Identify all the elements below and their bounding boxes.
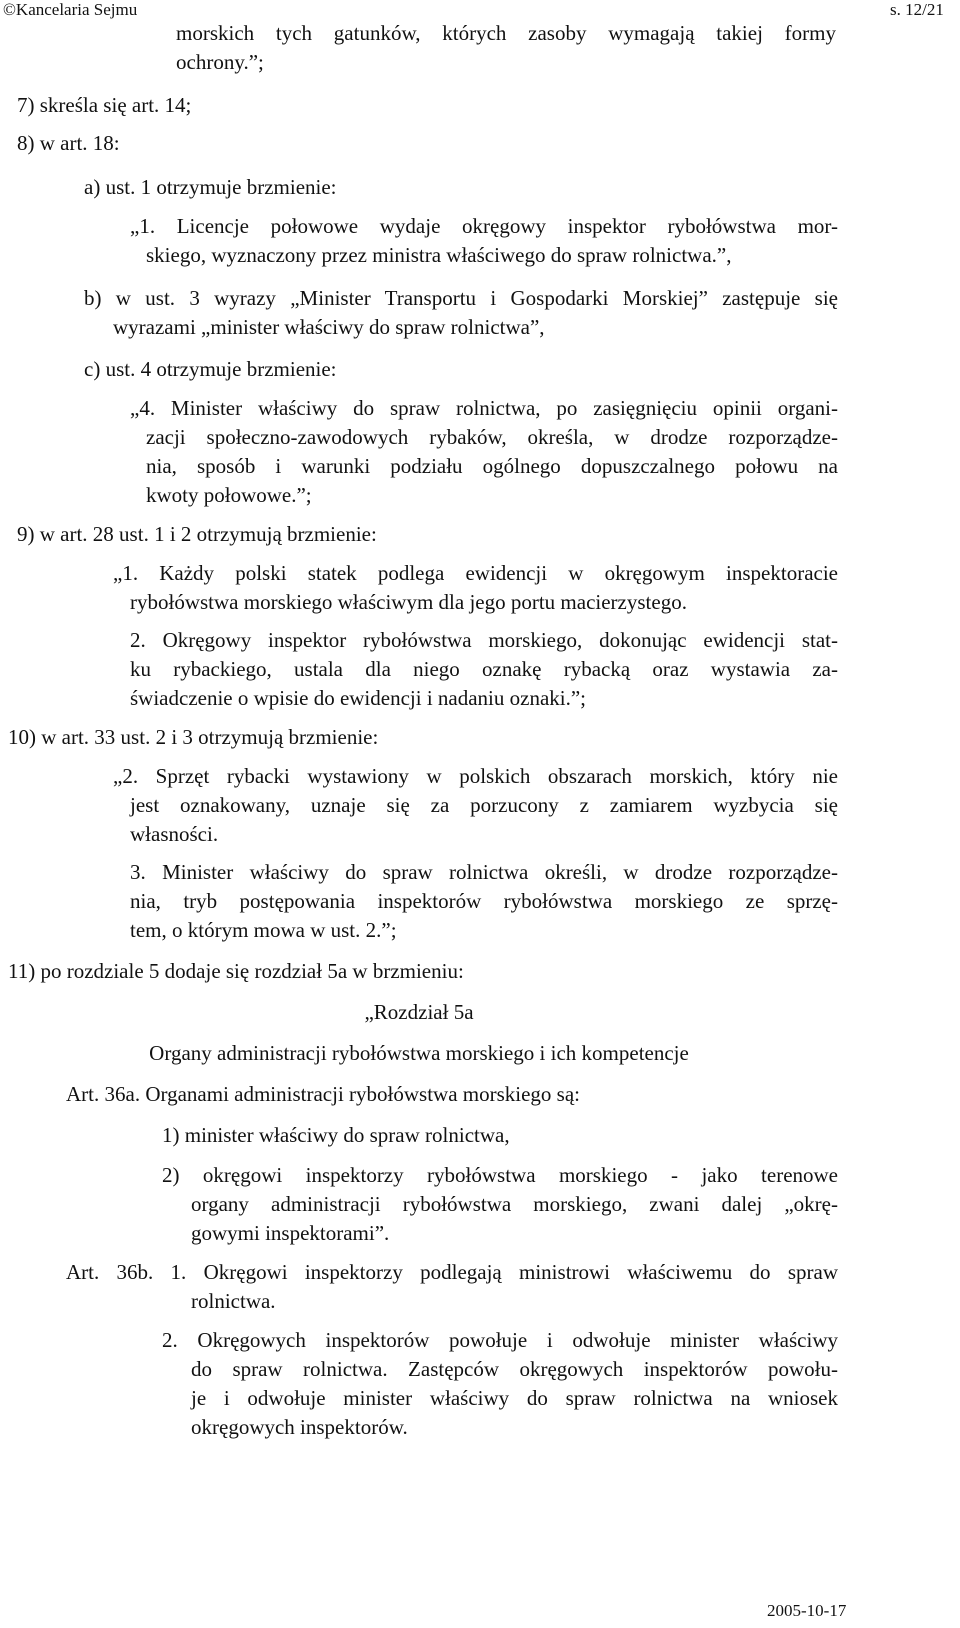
chapter-title: „Rozdział 5a	[364, 1000, 474, 1024]
text-line: ochrony.”;	[176, 50, 264, 74]
text-line: skiego, wyznaczony przez ministra właściwego do spraw rolnictwa.”,	[146, 243, 732, 267]
footer-date: 2005-10-17	[767, 1601, 847, 1620]
text-line: 3. Minister właściwy do spraw rolnictwa określi, w drodze rozporządze-	[130, 860, 838, 884]
text-line: 9) w art. 28 ust. 1 i 2 otrzymują brzmienie:	[17, 522, 377, 546]
text-line: nia, tryb postępowania inspektorów rybołówstwa morskiego ze sprzę-	[130, 889, 838, 913]
text-line: „1. Każdy polski statek podlega ewidencji w okręgowym inspektoracie	[113, 561, 838, 585]
text-line: jest oznakowany, uznaje się za porzucony z zamiarem wyzbycia się	[130, 793, 838, 817]
text-line: 2) okręgowi inspektorzy rybołówstwa morskiego - jako terenowe	[162, 1163, 838, 1187]
text-line: nia, sposób i warunki podziału ogólnego dopuszczalnego połowu na	[146, 454, 838, 478]
text-line: tem, o którym mowa w ust. 2.”;	[130, 918, 397, 942]
text-line: 1) minister właściwy do spraw rolnictwa,	[162, 1123, 510, 1147]
text-line: zacji społeczno-zawodowych rybaków, określa, w drodze rozporządze-	[146, 425, 838, 449]
text-line: je i odwołuje minister właściwy do spraw rolnictwa na wniosek	[191, 1386, 838, 1410]
text-line: rybołówstwa morskiego właściwym dla jego portu macierzystego.	[130, 590, 687, 614]
text-line: 8) w art. 18:	[17, 131, 120, 155]
text-line: gowymi inspektorami”.	[191, 1221, 390, 1245]
text-line: świadczenie o wpisie do ewidencji i nadaniu oznaki.”;	[130, 686, 587, 710]
text-line: okręgowych inspektorów.	[191, 1415, 408, 1439]
text-line: Art. 36b. 1. Okręgowi inspektorzy podlegają ministrowi właściwemu do spraw	[66, 1260, 838, 1284]
text-line: 11) po rozdziale 5 dodaje się rozdział 5a w brzmieniu:	[8, 959, 464, 983]
text-line: b) w ust. 3 wyrazy „Minister Transportu i Gospodarki Morskiej” zastępuje się	[84, 286, 838, 310]
header-page-number: s. 12/21	[890, 0, 944, 19]
text-line: własności.	[130, 822, 219, 846]
text-line: organy administracji rybołówstwa morskiego, zwani dalej „okrę-	[191, 1192, 838, 1216]
text-line: ku rybackiego, ustala dla niego oznakę rybacką oraz wystawia za-	[130, 657, 838, 681]
text-line: 10) w art. 33 ust. 2 i 3 otrzymują brzmienie:	[8, 725, 379, 749]
text-line: „2. Sprzęt rybacki wystawiony w polskich obszarach morskich, który nie	[113, 764, 838, 788]
chapter-subtitle: Organy administracji rybołówstwa morskiego i ich kompetencje	[149, 1041, 689, 1065]
text-line: 2. Okręgowy inspektor rybołówstwa morskiego, dokonując ewidencji stat-	[130, 628, 838, 652]
text-line: c) ust. 4 otrzymuje brzmienie:	[84, 357, 337, 381]
header-copyright: ©Kancelaria Sejmu	[3, 0, 138, 19]
text-line: 7) skreśla się art. 14;	[17, 93, 192, 117]
text-line: rolnictwa.	[191, 1289, 276, 1313]
text-line: 2. Okręgowych inspektorów powołuje i odwołuje minister właściwy	[162, 1328, 838, 1352]
text-line: kwoty połowowe.”;	[146, 483, 312, 507]
text-line: a) ust. 1 otrzymuje brzmienie:	[84, 175, 337, 199]
text-line: do spraw rolnictwa. Zastępców okręgowych inspektorów powołu-	[191, 1357, 838, 1381]
text-line: wyrazami „minister właściwy do spraw rolnictwa”,	[113, 315, 545, 339]
text-line: „1. Licencje połowowe wydaje okręgowy inspektor rybołówstwa mor-	[130, 214, 838, 238]
text-line: morskich tych gatunków, których zasoby wymagają takiej formy	[176, 21, 836, 45]
text-line: Art. 36a. Organami administracji rybołówstwa morskiego są:	[66, 1082, 581, 1106]
text-line: „4. Minister właściwy do spraw rolnictwa, po zasięgnięciu opinii organi-	[130, 396, 838, 420]
